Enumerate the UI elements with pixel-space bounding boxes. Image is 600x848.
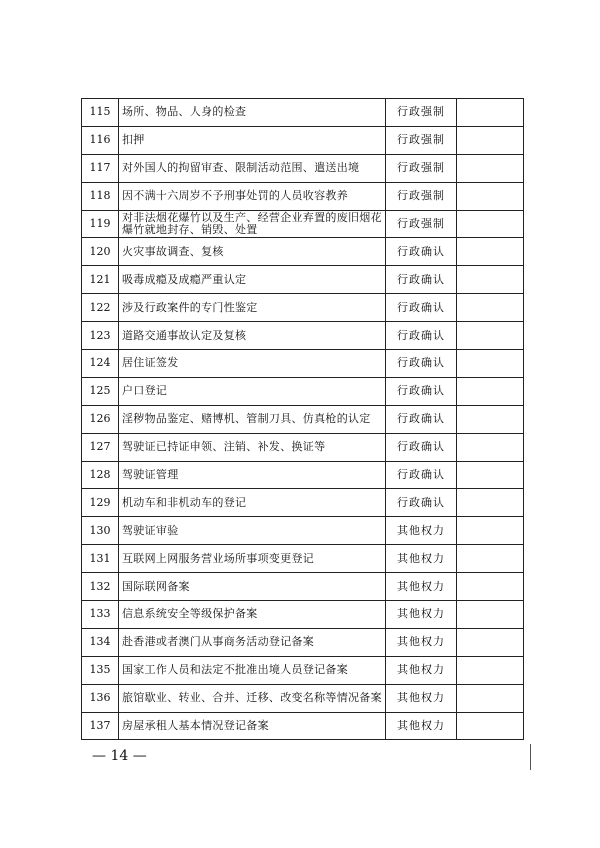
item-name: 因不满十六周岁不予刑事处罚的人员收容教养 bbox=[119, 182, 386, 210]
authority-type: 行政强制 bbox=[386, 126, 457, 154]
item-name: 旅馆歇业、转业、合并、迁移、改变名称等情况备案 bbox=[119, 684, 386, 712]
row-number: 116 bbox=[82, 126, 119, 154]
remarks-cell bbox=[457, 322, 524, 350]
item-name: 场所、物品、人身的检查 bbox=[119, 99, 386, 127]
row-number: 125 bbox=[82, 377, 119, 405]
remarks-cell bbox=[457, 350, 524, 378]
item-name: 道路交通事故认定及复核 bbox=[119, 322, 386, 350]
row-number: 120 bbox=[82, 238, 119, 266]
authority-table bbox=[81, 98, 524, 740]
remarks-cell bbox=[457, 182, 524, 210]
item-name: 国际联网备案 bbox=[119, 573, 386, 601]
authority-type: 行政确认 bbox=[386, 489, 457, 517]
authority-type: 行政强制 bbox=[386, 210, 457, 238]
remarks-cell bbox=[457, 154, 524, 182]
remarks-cell bbox=[457, 99, 524, 127]
table-row bbox=[82, 405, 524, 433]
row-number: 136 bbox=[82, 684, 119, 712]
authority-type: 行政确认 bbox=[386, 238, 457, 266]
item-name: 居住证签发 bbox=[119, 350, 386, 378]
remarks-cell bbox=[457, 461, 524, 489]
table-row bbox=[82, 210, 524, 238]
item-name: 驾驶证管理 bbox=[119, 461, 386, 489]
row-number: 128 bbox=[82, 461, 119, 489]
table-row bbox=[82, 489, 524, 517]
remarks-cell bbox=[457, 294, 524, 322]
row-number: 123 bbox=[82, 322, 119, 350]
remarks-cell bbox=[457, 573, 524, 601]
item-name: 对外国人的拘留审查、限制活动范围、遣送出境 bbox=[119, 154, 386, 182]
row-number: 131 bbox=[82, 545, 119, 573]
table-row bbox=[82, 238, 524, 266]
item-name: 对非法烟花爆竹以及生产、经营企业弃置的废旧烟花爆竹就地封存、销毁、处置 bbox=[119, 210, 386, 238]
remarks-cell bbox=[457, 238, 524, 266]
row-number: 122 bbox=[82, 294, 119, 322]
table-row bbox=[82, 712, 524, 740]
authority-type: 其他权力 bbox=[386, 573, 457, 601]
row-number: 135 bbox=[82, 656, 119, 684]
authority-type: 行政确认 bbox=[386, 322, 457, 350]
table-row bbox=[82, 266, 524, 294]
row-number: 133 bbox=[82, 601, 119, 629]
table-body bbox=[82, 99, 524, 740]
item-name: 扣押 bbox=[119, 126, 386, 154]
margin-rule bbox=[530, 744, 531, 770]
authority-type: 行政确认 bbox=[386, 350, 457, 378]
remarks-cell bbox=[457, 210, 524, 238]
table-row bbox=[82, 294, 524, 322]
row-number: 130 bbox=[82, 517, 119, 545]
remarks-cell bbox=[457, 517, 524, 545]
row-number: 126 bbox=[82, 405, 119, 433]
remarks-cell bbox=[457, 126, 524, 154]
authority-type: 其他权力 bbox=[386, 545, 457, 573]
row-number: 132 bbox=[82, 573, 119, 601]
remarks-cell bbox=[457, 656, 524, 684]
row-number: 129 bbox=[82, 489, 119, 517]
authority-type: 行政确认 bbox=[386, 294, 457, 322]
remarks-cell bbox=[457, 377, 524, 405]
authority-type: 其他权力 bbox=[386, 517, 457, 545]
authority-type: 其他权力 bbox=[386, 601, 457, 629]
table-row bbox=[82, 461, 524, 489]
authority-type: 行政确认 bbox=[386, 433, 457, 461]
authority-type: 行政确认 bbox=[386, 266, 457, 294]
item-name: 互联网上网服务营业场所事项变更登记 bbox=[119, 545, 386, 573]
item-name: 机动车和非机动车的登记 bbox=[119, 489, 386, 517]
table-row bbox=[82, 126, 524, 154]
row-number: 137 bbox=[82, 712, 119, 740]
row-number: 118 bbox=[82, 182, 119, 210]
item-name: 火灾事故调查、复核 bbox=[119, 238, 386, 266]
remarks-cell bbox=[457, 628, 524, 656]
row-number: 127 bbox=[82, 433, 119, 461]
table-row bbox=[82, 182, 524, 210]
item-name: 国家工作人员和法定不批准出境人员登记备案 bbox=[119, 656, 386, 684]
page-number: — 14 — bbox=[92, 748, 147, 764]
remarks-cell bbox=[457, 405, 524, 433]
authority-type: 其他权力 bbox=[386, 684, 457, 712]
row-number: 115 bbox=[82, 99, 119, 127]
authority-type: 行政确认 bbox=[386, 405, 457, 433]
item-name: 房屋承租人基本情况登记备案 bbox=[119, 712, 386, 740]
remarks-cell bbox=[457, 489, 524, 517]
remarks-cell bbox=[457, 266, 524, 294]
item-name: 赴香港或者澳门从事商务活动登记备案 bbox=[119, 628, 386, 656]
table-row bbox=[82, 154, 524, 182]
table-row bbox=[82, 517, 524, 545]
item-name: 驾驶证已持证申领、注销、补发、换证等 bbox=[119, 433, 386, 461]
row-number: 117 bbox=[82, 154, 119, 182]
remarks-cell bbox=[457, 712, 524, 740]
row-number: 124 bbox=[82, 350, 119, 378]
table-row bbox=[82, 601, 524, 629]
item-name: 户口登记 bbox=[119, 377, 386, 405]
table-row bbox=[82, 322, 524, 350]
table-row bbox=[82, 433, 524, 461]
authority-type: 其他权力 bbox=[386, 656, 457, 684]
authority-type: 其他权力 bbox=[386, 712, 457, 740]
table-row bbox=[82, 545, 524, 573]
table-row bbox=[82, 350, 524, 378]
remarks-cell bbox=[457, 433, 524, 461]
authority-type: 行政确认 bbox=[386, 377, 457, 405]
authority-type: 行政强制 bbox=[386, 99, 457, 127]
authority-type: 其他权力 bbox=[386, 628, 457, 656]
item-name: 涉及行政案件的专门性鉴定 bbox=[119, 294, 386, 322]
remarks-cell bbox=[457, 684, 524, 712]
row-number: 121 bbox=[82, 266, 119, 294]
item-name: 淫秽物品鉴定、赌博机、管制刀具、仿真枪的认定 bbox=[119, 405, 386, 433]
authority-type: 行政强制 bbox=[386, 154, 457, 182]
row-number: 134 bbox=[82, 628, 119, 656]
remarks-cell bbox=[457, 601, 524, 629]
table-row bbox=[82, 377, 524, 405]
authority-type: 行政确认 bbox=[386, 461, 457, 489]
item-name: 驾驶证审验 bbox=[119, 517, 386, 545]
table-row bbox=[82, 656, 524, 684]
row-number: 119 bbox=[82, 210, 119, 238]
table-row bbox=[82, 99, 524, 127]
item-name: 信息系统安全等级保护备案 bbox=[119, 601, 386, 629]
authority-type: 行政强制 bbox=[386, 182, 457, 210]
item-name: 吸毒成瘾及成瘾严重认定 bbox=[119, 266, 386, 294]
remarks-cell bbox=[457, 545, 524, 573]
table-row bbox=[82, 684, 524, 712]
table-row bbox=[82, 628, 524, 656]
table-row bbox=[82, 573, 524, 601]
